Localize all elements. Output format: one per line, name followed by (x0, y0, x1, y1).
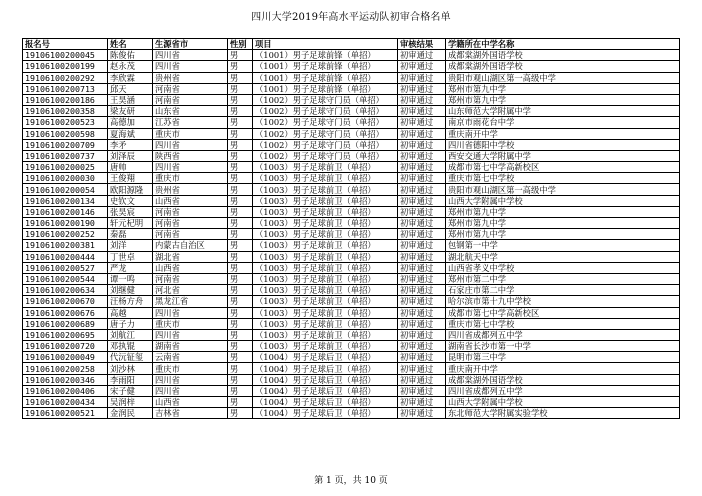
cell-name: 王俊翔 (108, 173, 153, 184)
header-gender: 性别 (228, 39, 253, 50)
cell-gender: 男 (228, 61, 253, 72)
cell-gender: 男 (228, 206, 253, 217)
cell-event: （1003）男子足球前卫（单招） (253, 218, 398, 229)
cell-event: （1003）男子足球前卫（单招） (253, 329, 398, 340)
cell-event: （1003）男子足球前卫（单招） (253, 229, 398, 240)
cell-event: （1003）男子足球前卫（单招） (253, 206, 398, 217)
cell-registration-no: 19106100200634 (23, 285, 108, 296)
cell-gender: 男 (228, 374, 253, 385)
cell-registration-no: 19106100200695 (23, 329, 108, 340)
cell-name: 邱天 (108, 83, 153, 94)
cell-province: 江苏省 (153, 117, 228, 128)
cell-school: 成都棠湖外国语学校 (446, 61, 680, 72)
cell-registration-no: 19106100200049 (23, 352, 108, 363)
cell-event: （1004）男子足球后卫（单招） (253, 374, 398, 385)
cell-province: 贵州省 (153, 184, 228, 195)
cell-name: 李矛 (108, 139, 153, 150)
cell-registration-no: 19106100200258 (23, 363, 108, 374)
cell-review-result: 初审通过 (398, 296, 446, 307)
cell-school: 南京市雨花台中学 (446, 117, 680, 128)
cell-event: （1003）男子足球前卫（单招） (253, 162, 398, 173)
table-row (23, 240, 680, 251)
cell-name: 刘泽辰 (108, 150, 153, 161)
cell-name: 邓执锟 (108, 341, 153, 352)
cell-event: （1003）男子足球前卫（单招） (253, 184, 398, 195)
cell-school: 郑州市第九中学 (446, 206, 680, 217)
cell-review-result: 初审通过 (398, 72, 446, 83)
cell-event: （1003）男子足球前卫（单招） (253, 195, 398, 206)
cell-gender: 男 (228, 285, 253, 296)
cell-event: （1003）男子足球前卫（单招） (253, 285, 398, 296)
cell-gender: 男 (228, 72, 253, 83)
cell-school: 重庆南开中学 (446, 128, 680, 139)
document-title: 四川大学2019年高水平运动队初审合格名单 (251, 12, 451, 23)
cell-review-result: 初审通过 (398, 307, 446, 318)
table-row (23, 50, 680, 61)
cell-review-result: 初审通过 (398, 106, 446, 117)
cell-gender: 男 (228, 106, 253, 117)
table-row (23, 184, 680, 195)
cell-registration-no: 19106100200190 (23, 218, 108, 229)
cell-name: 唐帅 (108, 162, 153, 173)
cell-province: 山西省 (153, 262, 228, 273)
cell-province: 四川省 (153, 307, 228, 318)
cell-review-result: 初审通过 (398, 385, 446, 396)
cell-registration-no: 19106100200527 (23, 262, 108, 273)
cell-gender: 男 (228, 240, 253, 251)
cell-registration-no: 19106100200544 (23, 273, 108, 284)
cell-name: 谭一鸣 (108, 273, 153, 284)
cell-registration-no: 19106100200025 (23, 162, 108, 173)
cell-school: 山西大学附属中学校 (446, 397, 680, 408)
cell-school: 贵阳市观山湖区第一高级中学 (446, 72, 680, 83)
header-review-result: 审核结果 (398, 39, 446, 50)
page-footer: 第 1 页，共 10 页 (314, 476, 388, 486)
cell-event: （1001）男子足球前锋（单招） (253, 61, 398, 72)
cell-province: 山西省 (153, 195, 228, 206)
cell-name: 丁世卓 (108, 251, 153, 262)
cell-province: 河南省 (153, 83, 228, 94)
table-row (23, 94, 680, 105)
cell-event: （1003）男子足球前卫（单招） (253, 173, 398, 184)
cell-gender: 男 (228, 173, 253, 184)
cell-province: 河北省 (153, 285, 228, 296)
cell-gender: 男 (228, 262, 253, 273)
cell-review-result: 初审通过 (398, 83, 446, 94)
cell-review-result: 初审通过 (398, 150, 446, 161)
cell-registration-no: 19106100200134 (23, 195, 108, 206)
table-row (23, 341, 680, 352)
cell-name: 李雨阳 (108, 374, 153, 385)
cell-review-result: 初审通过 (398, 329, 446, 340)
cell-province: 贵州省 (153, 72, 228, 83)
cell-event: （1004）男子足球后卫（单招） (253, 385, 398, 396)
cell-review-result: 初审通过 (398, 195, 446, 206)
cell-registration-no: 19106100200737 (23, 150, 108, 161)
cell-province: 吉林省 (153, 408, 228, 419)
cell-school: 四川省成都列五中学 (446, 329, 680, 340)
cell-registration-no: 19106100200434 (23, 397, 108, 408)
cell-name: 夏海斌 (108, 128, 153, 139)
cell-name: 高越 (108, 307, 153, 318)
cell-school: 郑州市第九中学 (446, 83, 680, 94)
table-row (23, 329, 680, 340)
cell-review-result: 初审通过 (398, 50, 446, 61)
table-row (23, 318, 680, 329)
cell-review-result: 初审通过 (398, 128, 446, 139)
cell-name: 梁友研 (108, 106, 153, 117)
cell-school: 四川省德阳中学校 (446, 139, 680, 150)
table-header-row (23, 39, 680, 50)
cell-review-result: 初审通过 (398, 341, 446, 352)
table-row (23, 251, 680, 262)
table-row (23, 139, 680, 150)
cell-gender: 男 (228, 385, 253, 396)
cell-gender: 男 (228, 94, 253, 105)
cell-gender: 男 (228, 341, 253, 352)
cell-gender: 男 (228, 83, 253, 94)
cell-name: 王昊涵 (108, 94, 153, 105)
cell-name: 陈俊佑 (108, 50, 153, 61)
cell-event: （1003）男子足球前卫（单招） (253, 307, 398, 318)
cell-province: 湖南省 (153, 341, 228, 352)
cell-school: 成都棠湖外国语学校 (446, 374, 680, 385)
cell-event: （1003）男子足球前卫（单招） (253, 296, 398, 307)
cell-school: 四川省成都列五中学 (446, 385, 680, 396)
cell-school: 山西大学附属中学校 (446, 195, 680, 206)
cell-name: 金润民 (108, 408, 153, 419)
table-row (23, 195, 680, 206)
cell-province: 河南省 (153, 206, 228, 217)
cell-gender: 男 (228, 195, 253, 206)
cell-school: 昆明市第三中学 (446, 352, 680, 363)
header-registration-no: 报名号 (23, 39, 108, 50)
cell-name: 刘继健 (108, 285, 153, 296)
table-row (23, 374, 680, 385)
cell-name: 刘洋 (108, 240, 153, 251)
cell-school: 成都市第七中学高新校区 (446, 307, 680, 318)
cell-event: （1004）男子足球后卫（单招） (253, 408, 398, 419)
cell-school: 西安交通大学附属中学 (446, 150, 680, 161)
cell-name: 代沅钲玺 (108, 352, 153, 363)
cell-name: 李欣霖 (108, 72, 153, 83)
cell-school: 郑州市第九中学 (446, 229, 680, 240)
cell-gender: 男 (228, 229, 253, 240)
cell-province: 河南省 (153, 94, 228, 105)
cell-province: 湖北省 (153, 251, 228, 262)
cell-province: 山西省 (153, 397, 228, 408)
cell-event: （1002）男子足球守门员（单招） (253, 139, 398, 150)
cell-review-result: 初审通过 (398, 94, 446, 105)
table-row (23, 352, 680, 363)
cell-province: 山东省 (153, 106, 228, 117)
cell-name: 张昊宸 (108, 206, 153, 217)
cell-name: 史钦文 (108, 195, 153, 206)
cell-registration-no: 19106100200689 (23, 318, 108, 329)
cell-province: 云南省 (153, 352, 228, 363)
table-row (23, 150, 680, 161)
cell-review-result: 初审通过 (398, 61, 446, 72)
cell-registration-no: 19106100200292 (23, 72, 108, 83)
cell-gender: 男 (228, 162, 253, 173)
cell-province: 重庆市 (153, 173, 228, 184)
cell-name: 秦磊 (108, 229, 153, 240)
cell-event: （1003）男子足球前卫（单招） (253, 318, 398, 329)
cell-registration-no: 19106100200598 (23, 128, 108, 139)
table-row (23, 408, 680, 419)
cell-province: 重庆市 (153, 363, 228, 374)
cell-event: （1003）男子足球前卫（单招） (253, 251, 398, 262)
cell-review-result: 初审通过 (398, 139, 446, 150)
cell-gender: 男 (228, 50, 253, 61)
cell-registration-no: 19106100200186 (23, 94, 108, 105)
cell-event: （1004）男子足球后卫（单招） (253, 397, 398, 408)
cell-province: 四川省 (153, 329, 228, 340)
cell-event: （1004）男子足球后卫（单招） (253, 352, 398, 363)
table-row (23, 72, 680, 83)
cell-name: 刘沙林 (108, 363, 153, 374)
cell-event: （1002）男子足球守门员（单招） (253, 106, 398, 117)
cell-province: 重庆市 (153, 318, 228, 329)
header-event: 项目 (253, 39, 398, 50)
cell-review-result: 初审通过 (398, 184, 446, 195)
cell-review-result: 初审通过 (398, 262, 446, 273)
cell-school: 哈尔滨市第十九中学校 (446, 296, 680, 307)
cell-review-result: 初审通过 (398, 251, 446, 262)
cell-review-result: 初审通过 (398, 240, 446, 251)
table-row (23, 206, 680, 217)
cell-event: （1003）男子足球前卫（单招） (253, 341, 398, 352)
cell-registration-no: 19106100200030 (23, 173, 108, 184)
cell-school: 贵阳市观山湖区第一高级中学 (446, 184, 680, 195)
table-row (23, 273, 680, 284)
cell-registration-no: 19106100200358 (23, 106, 108, 117)
cell-gender: 男 (228, 251, 253, 262)
cell-name: 唐子力 (108, 318, 153, 329)
cell-registration-no: 19106100200444 (23, 251, 108, 262)
cell-registration-no: 19106100200146 (23, 206, 108, 217)
cell-gender: 男 (228, 117, 253, 128)
cell-province: 四川省 (153, 162, 228, 173)
cell-registration-no: 19106100200676 (23, 307, 108, 318)
cell-name: 汪杨方舟 (108, 296, 153, 307)
cell-province: 四川省 (153, 61, 228, 72)
cell-province: 四川省 (153, 385, 228, 396)
cell-event: （1004）男子足球后卫（单招） (253, 363, 398, 374)
table-row (23, 363, 680, 374)
table-row (23, 229, 680, 240)
cell-event: （1003）男子足球前卫（单招） (253, 262, 398, 273)
cell-name: 赵永茂 (108, 61, 153, 72)
header-province: 生源省市 (153, 39, 228, 50)
cell-review-result: 初审通过 (398, 162, 446, 173)
table-row (23, 117, 680, 128)
cell-gender: 男 (228, 296, 253, 307)
cell-registration-no: 19106100200346 (23, 374, 108, 385)
cell-name: 欧阳源隆 (108, 184, 153, 195)
cell-review-result: 初审通过 (398, 117, 446, 128)
table-row (23, 218, 680, 229)
table-row (23, 385, 680, 396)
cell-province: 重庆市 (153, 128, 228, 139)
cell-registration-no: 19106100200523 (23, 117, 108, 128)
table-row (23, 106, 680, 117)
cell-school: 郑州市第九中学 (446, 218, 680, 229)
cell-review-result: 初审通过 (398, 318, 446, 329)
cell-registration-no: 19106100200709 (23, 139, 108, 150)
header-name: 姓名 (108, 39, 153, 50)
cell-review-result: 初审通过 (398, 229, 446, 240)
cell-name: 高德加 (108, 117, 153, 128)
cell-province: 河南省 (153, 229, 228, 240)
cell-school: 重庆南开中学 (446, 363, 680, 374)
cell-gender: 男 (228, 397, 253, 408)
cell-school: 重庆市第七中学校 (446, 318, 680, 329)
cell-name: 宋子健 (108, 385, 153, 396)
cell-registration-no: 19106100200252 (23, 229, 108, 240)
cell-event: （1003）男子足球前卫（单招） (253, 240, 398, 251)
cell-gender: 男 (228, 139, 253, 150)
cell-name: 刘航江 (108, 329, 153, 340)
cell-school: 郑州市第二中学 (446, 273, 680, 284)
cell-gender: 男 (228, 218, 253, 229)
cell-review-result: 初审通过 (398, 374, 446, 385)
cell-school: 山东师范大学附属中学 (446, 106, 680, 117)
cell-province: 陕西省 (153, 150, 228, 161)
cell-event: （1002）男子足球守门员（单招） (253, 117, 398, 128)
cell-gender: 男 (228, 329, 253, 340)
cell-school: 石家庄市第二中学 (446, 285, 680, 296)
cell-province: 河南省 (153, 218, 228, 229)
header-school: 学籍所在中学名称 (446, 39, 680, 50)
cell-event: （1001）男子足球前锋（单招） (253, 50, 398, 61)
cell-gender: 男 (228, 307, 253, 318)
cell-registration-no: 19106100200521 (23, 408, 108, 419)
cell-registration-no: 19106100200720 (23, 341, 108, 352)
cell-gender: 男 (228, 363, 253, 374)
cell-name: 吴润梓 (108, 397, 153, 408)
cell-registration-no: 19106100200713 (23, 83, 108, 94)
table-row (23, 262, 680, 273)
cell-school: 重庆市第七中学校 (446, 173, 680, 184)
cell-school: 成都市第七中学高新校区 (446, 162, 680, 173)
cell-review-result: 初审通过 (398, 273, 446, 284)
cell-gender: 男 (228, 408, 253, 419)
table-row (23, 83, 680, 94)
table-row (23, 61, 680, 72)
table-row (23, 296, 680, 307)
cell-registration-no: 19106100200406 (23, 385, 108, 396)
cell-province: 黑龙江省 (153, 296, 228, 307)
cell-event: （1002）男子足球守门员（单招） (253, 128, 398, 139)
cell-review-result: 初审通过 (398, 218, 446, 229)
table-row (23, 173, 680, 184)
cell-school: 郑州市第九中学 (446, 94, 680, 105)
cell-gender: 男 (228, 352, 253, 363)
cell-gender: 男 (228, 273, 253, 284)
cell-event: （1001）男子足球前锋（单招） (253, 83, 398, 94)
cell-registration-no: 19106100200199 (23, 61, 108, 72)
candidate-table (22, 38, 680, 419)
cell-gender: 男 (228, 184, 253, 195)
cell-gender: 男 (228, 150, 253, 161)
cell-province: 河南省 (153, 273, 228, 284)
cell-province: 内蒙古自治区 (153, 240, 228, 251)
cell-registration-no: 19106100200045 (23, 50, 108, 61)
cell-review-result: 初审通过 (398, 206, 446, 217)
cell-school: 湖北航天中学 (446, 251, 680, 262)
cell-registration-no: 19106100200054 (23, 184, 108, 195)
cell-name: 轩元杞明 (108, 218, 153, 229)
cell-gender: 男 (228, 318, 253, 329)
table-row (23, 162, 680, 173)
cell-review-result: 初审通过 (398, 397, 446, 408)
cell-review-result: 初审通过 (398, 408, 446, 419)
table-body (23, 50, 680, 419)
cell-school: 湖南省长沙市第一中学 (446, 341, 680, 352)
cell-event: （1002）男子足球守门员（单招） (253, 150, 398, 161)
cell-province: 四川省 (153, 50, 228, 61)
cell-review-result: 初审通过 (398, 352, 446, 363)
table-row (23, 307, 680, 318)
cell-event: （1002）男子足球守门员（单招） (253, 94, 398, 105)
cell-review-result: 初审通过 (398, 285, 446, 296)
cell-event: （1001）男子足球前锋（单招） (253, 72, 398, 83)
cell-registration-no: 19106100200670 (23, 296, 108, 307)
cell-review-result: 初审通过 (398, 363, 446, 374)
table-row (23, 397, 680, 408)
table-row (23, 285, 680, 296)
cell-school: 成都棠湖外国语学校 (446, 50, 680, 61)
cell-province: 四川省 (153, 374, 228, 385)
cell-review-result: 初审通过 (398, 173, 446, 184)
cell-province: 四川省 (153, 139, 228, 150)
table-row (23, 128, 680, 139)
cell-registration-no: 19106100200381 (23, 240, 108, 251)
cell-school: 山西省孝义中学校 (446, 262, 680, 273)
cell-school: 包钢第一中学 (446, 240, 680, 251)
cell-name: 严龙 (108, 262, 153, 273)
cell-school: 东北师范大学附属实验学校 (446, 408, 680, 419)
cell-event: （1003）男子足球前卫（单招） (253, 273, 398, 284)
cell-gender: 男 (228, 128, 253, 139)
